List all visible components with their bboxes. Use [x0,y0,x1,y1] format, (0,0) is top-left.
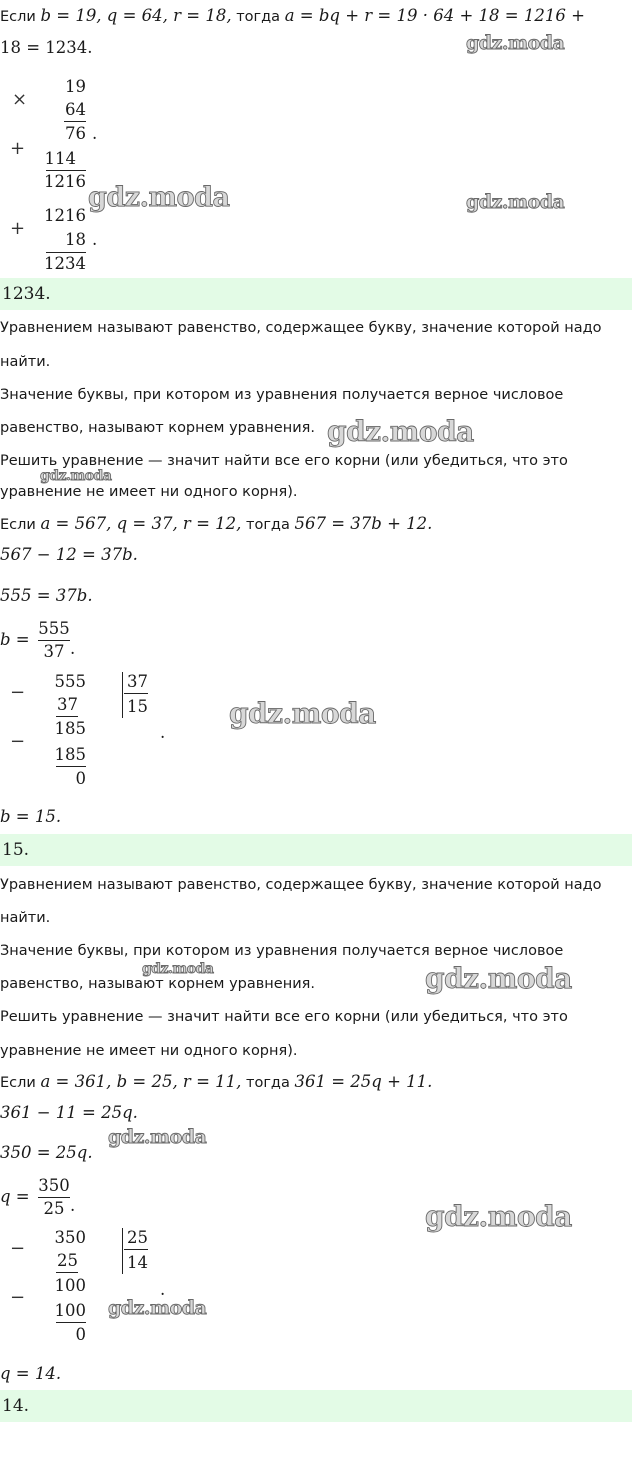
fraction [38,620,70,661]
times-sign: × [12,89,28,110]
divisor: 25 [127,1228,148,1247]
numerator: 350 [38,1176,70,1195]
definition-line: Уравнением называют равенство, содержащее букву, значение которой надо [0,320,602,336]
subtrahend: 100 [54,1301,86,1320]
watermark: gdz.moda [425,962,572,995]
text: тогда [231,9,285,25]
dot: . [70,639,76,658]
underline [56,766,86,767]
dot: . [70,1196,76,1215]
fraction [38,1177,70,1218]
equation-step: 567 − 12 = 37b. [0,545,138,564]
factor-b: 64 [65,100,86,119]
underline [56,1322,86,1323]
math: 361 = 25q + 11. [294,1072,433,1091]
plus-sign: + [10,218,26,239]
partial-product-1: 76 [65,124,86,143]
remainder: 100 [54,1276,86,1295]
answer-text: 14. [2,1396,30,1416]
problem1-line2: 18 = 1234. [0,38,93,57]
divisor: 37 [127,672,148,691]
final-remainder: 0 [75,769,86,788]
underline [124,1249,148,1250]
fraction-bar [38,640,70,641]
fraction-bar [38,1197,70,1198]
definition-line: Значение буквы, при котором из уравнения получается верное числовое [0,943,564,959]
result: b = 15. [0,807,62,826]
answer-bar-1 [0,278,632,310]
quotient: 15 [127,697,148,716]
equation-step: 555 = 37b. [0,586,93,605]
definition-line: найти. [0,910,51,926]
partial-product-2: 114 [44,149,76,168]
watermark: gdz.moda [108,1297,207,1319]
equation-step: 350 = 25q. [0,1143,93,1162]
numerator: 555 [38,619,70,638]
minus-sign: − [10,1238,26,1259]
watermark: gdz.moda [327,415,474,448]
plus-sign: + [10,138,26,159]
remainder: 185 [54,719,86,738]
definition-line: Значение буквы, при котором из уравнения получается верное числовое [0,387,564,403]
division-bar [122,1228,123,1274]
text: тогда [241,517,295,533]
watermark: gdz.moda [466,32,565,54]
math: a = 567, q = 37, r = 12, [40,514,242,533]
division-bar [122,672,123,718]
problem1-line1 [0,7,585,26]
definition-line: Решить уравнение — значит найти все его корни (или убедиться, что это [0,453,568,469]
answer-bar-3 [0,1390,632,1422]
addend-a: 1216 [44,206,86,225]
factor-a: 19 [65,77,86,96]
dot: . [160,1280,166,1299]
definition-line: уравнение не имеет ни одного корня). [0,1043,298,1059]
math: b = 19, q = 64, r = 18, [40,6,232,25]
text: тогда [241,1075,295,1091]
watermark: gdz.moda [229,697,376,730]
product: 1216 [44,172,86,191]
subtrahend: 185 [54,745,86,764]
watermark: gdz.moda [108,1126,207,1148]
dot: . [92,124,98,143]
minus-sign: − [10,731,26,752]
math: a = bq + r = 19 · 64 + 18 = 1216 + [284,6,585,25]
definition-line: найти. [0,354,51,370]
underline [56,1272,78,1273]
underline [46,170,86,171]
text: Если [0,1075,41,1091]
minus-sign: − [10,1287,26,1308]
math: 567 = 37b + 12. [294,514,433,533]
quotient: 14 [127,1253,148,1272]
text: Если [0,9,41,25]
underline [46,252,86,253]
answer-bar-2 [0,834,632,866]
dividend: 350 [54,1228,86,1247]
watermark: gdz.moda [425,1200,572,1233]
watermark: gdz.moda [88,182,230,213]
result: q = 14. [0,1364,62,1383]
definition-line: равенство, называют корнем уравнения. [0,976,315,992]
final-remainder: 0 [75,1325,86,1344]
answer-text: 1234. [2,284,51,304]
definition-line: уравнение не имеет ни одного корня). [0,484,298,500]
subtrahend: 25 [57,1251,78,1270]
definition-line: Уравнением называют равенство, содержащее букву, значение которой надо [0,877,602,893]
denominator: 25 [43,1199,65,1218]
watermark: gdz.moda [466,191,565,213]
answer-text: 15. [2,840,30,860]
fraction-lhs: b = [0,630,30,649]
watermark: gdz.moda [142,961,214,977]
minus-sign: − [10,682,26,703]
underline [64,121,86,122]
definition-line: равенство, называют корнем уравнения. [0,420,315,436]
addend-b: 18 [65,230,86,249]
watermark: gdz.moda [40,468,112,484]
fraction-lhs: q = [0,1187,30,1206]
subtrahend: 37 [57,695,78,714]
problem3-condition [0,1073,432,1092]
dividend: 555 [54,672,86,691]
definition-line: Решить уравнение — значит найти все его корни (или убедиться, что это [0,1009,568,1025]
underline [124,693,148,694]
denominator: 37 [43,642,65,661]
dot: . [160,723,166,742]
equation-step: 361 − 11 = 25q. [0,1103,138,1122]
problem2-condition [0,515,432,534]
math: a = 361, b = 25, r = 11, [40,1072,242,1091]
underline [56,716,78,717]
text: Если [0,517,41,533]
sum: 1234 [44,254,86,273]
dot: . [92,230,98,249]
